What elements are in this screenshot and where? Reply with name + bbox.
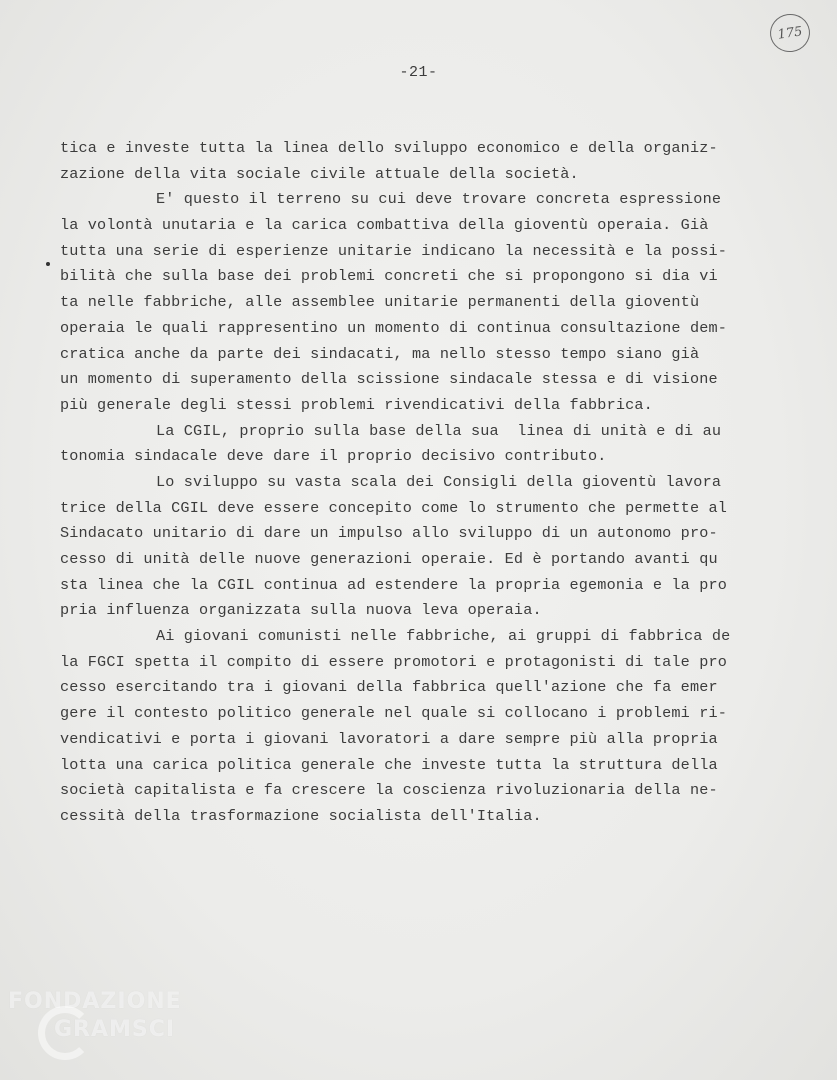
archive-number: 175 — [776, 23, 804, 43]
text-line: cesso esercitando tra i giovani della fabbrica quell'azione che fa emer — [60, 678, 718, 697]
text-line: tica e investe tutta la linea dello sviluppo economico e della organiz- — [60, 139, 718, 157]
typewritten-body — [60, 136, 780, 830]
ink-speck — [46, 262, 50, 266]
text-line: La CGIL, proprio sulla base della sua linea di unità e di au — [156, 421, 722, 440]
watermark-logo-icon — [38, 1006, 92, 1060]
text-line: più generale degli stessi problemi rivendicativi della fabbrica. — [60, 395, 653, 414]
text-line: Sindacato unitario di dare un impulso allo sviluppo di un autonomo pro- — [60, 524, 718, 543]
archive-number-stamp — [768, 11, 813, 54]
text-line: Ai giovani comunisti nelle fabbriche, ai gruppi di fabbrica de — [156, 627, 731, 646]
text-line: bilità che sulla base dei problemi concreti che si propongono si dia vi — [60, 267, 718, 286]
text-line: Lo sviluppo su vasta scala dei Consigli della gioventù lavora — [156, 472, 722, 491]
text-line: cratica anche da parte dei sindacati, ma nello stesso tempo siano già — [60, 344, 700, 363]
text-line: tonomia sindacale deve dare il proprio decisivo contributo. — [60, 447, 607, 466]
text-line: sta linea che la CGIL continua ad estendere la propria egemonia e la pro — [60, 575, 728, 594]
text-line: tutta una serie di esperienze unitarie indicano la necessità e la possi- — [60, 241, 728, 260]
text-line: zazione della vita sociale civile attuale della società. — [60, 164, 579, 183]
text-line: gere il contesto politico generale nel quale si collocano i problemi ri- — [60, 704, 728, 723]
watermark-line2: GRAMSCI — [54, 1017, 176, 1042]
watermark-line1: FONDAZIONE — [8, 989, 182, 1014]
archive-watermark — [8, 988, 182, 1044]
text-line: pria influenza organizzata sulla nuova leva operaia. — [60, 601, 542, 620]
text-line: cesso di unità delle nuove generazioni operaie. Ed è portando avanti qu — [60, 550, 718, 568]
text-line: lotta una carica politica generale che investe tutta la struttura della — [60, 755, 718, 774]
text-line: E' questo il terreno su cui deve trovare concreta espressione — [156, 190, 722, 209]
text-line: la FGCI spetta il compito di essere promotori e protagonisti di tale pro — [60, 652, 728, 671]
text-line: società capitalista e fa crescere la coscienza rivoluzionaria della ne- — [60, 781, 718, 800]
text-line: trice della CGIL deve essere concepito come lo strumento che permette al — [60, 498, 728, 517]
text-line: operaia le quali rappresentino un momento di continua consultazione dem- — [60, 318, 728, 337]
text-line: la volontà unutaria e la carica combattiva della gioventù operaia. Già — [60, 216, 709, 235]
text-line: un momento di superamento della scissione sindacale stessa e di visione — [60, 370, 718, 389]
text-line: vendicativi e porta i giovani lavoratori a dare sempre più alla propria — [60, 729, 718, 748]
text-line: ta nelle fabbriche, alle assemblee unitarie permanenti della gioventù — [60, 293, 700, 312]
text-line: cessità della trasformazione socialista dell'Italia. — [60, 806, 542, 825]
page-number: -21- — [399, 64, 438, 81]
